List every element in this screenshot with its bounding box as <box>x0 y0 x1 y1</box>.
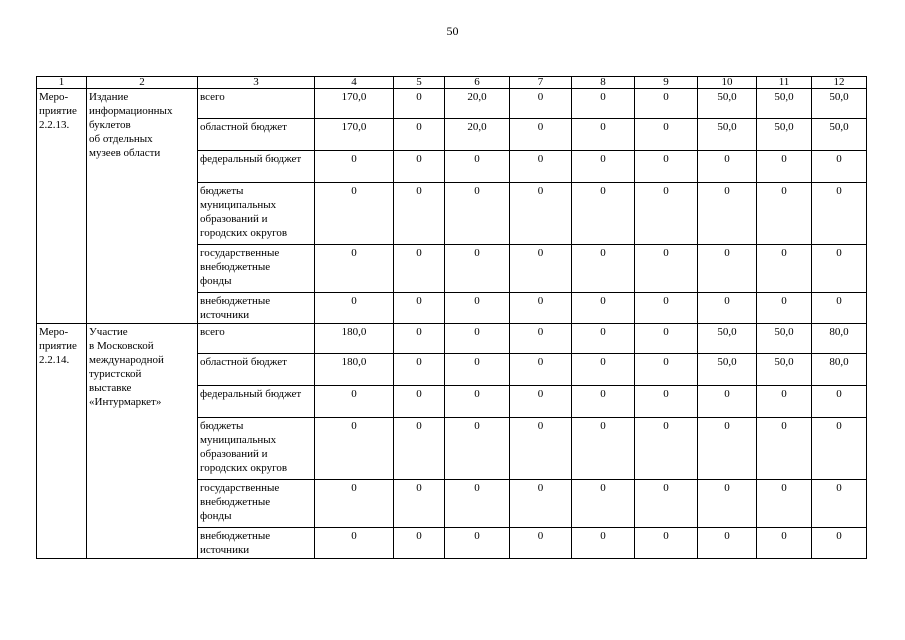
text-line: фонды <box>200 275 232 287</box>
text-line: Участие <box>89 326 128 338</box>
value-cell: 0 <box>572 480 635 528</box>
value-cell: 0 <box>315 386 394 418</box>
funding-source <box>198 418 315 480</box>
value-cell: 0 <box>315 528 394 559</box>
value-cell: 0 <box>572 119 635 151</box>
value-cell: 0 <box>315 151 394 183</box>
text-line: муниципальных <box>200 199 277 211</box>
text-line: государственные <box>200 482 280 494</box>
text-line: городских округов <box>200 462 288 474</box>
value-cell: 0 <box>572 89 635 119</box>
text-line: 2.2.14. <box>39 354 70 366</box>
value-cell: 0 <box>812 151 867 183</box>
value-cell: 0 <box>698 528 757 559</box>
table-body <box>37 77 867 559</box>
value-cell: 0 <box>698 418 757 480</box>
event-code <box>37 89 87 324</box>
funding-source: федеральный бюджет <box>198 151 315 183</box>
value-cell: 0 <box>635 293 698 324</box>
value-cell: 50,0 <box>698 324 757 354</box>
value-cell: 0 <box>315 418 394 480</box>
text-line: фонды <box>200 510 232 522</box>
value-cell: 0 <box>572 293 635 324</box>
funding-source: федеральный бюджет <box>198 386 315 418</box>
value-cell: 0 <box>757 245 812 293</box>
value-cell: 0 <box>445 183 510 245</box>
value-cell: 0 <box>698 245 757 293</box>
text-line: источники <box>200 309 250 321</box>
value-cell: 0 <box>394 119 445 151</box>
value-cell: 0 <box>635 386 698 418</box>
text-line: выставке <box>89 382 132 394</box>
column-header: 11 <box>757 77 812 89</box>
value-cell: 0 <box>572 183 635 245</box>
funding-source: всего <box>198 89 315 119</box>
value-cell: 180,0 <box>315 354 394 386</box>
value-cell: 0 <box>635 89 698 119</box>
value-cell: 0 <box>315 183 394 245</box>
value-cell: 0 <box>635 418 698 480</box>
value-cell: 0 <box>394 354 445 386</box>
column-header: 9 <box>635 77 698 89</box>
value-cell: 180,0 <box>315 324 394 354</box>
column-header: 1 <box>37 77 87 89</box>
value-cell: 0 <box>510 183 572 245</box>
value-cell: 80,0 <box>812 324 867 354</box>
value-cell: 20,0 <box>445 89 510 119</box>
value-cell: 0 <box>445 293 510 324</box>
value-cell: 20,0 <box>445 119 510 151</box>
value-cell: 0 <box>315 245 394 293</box>
text-line: буклетов <box>89 119 131 131</box>
funding-source <box>198 183 315 245</box>
column-header: 3 <box>198 77 315 89</box>
value-cell: 0 <box>510 528 572 559</box>
value-cell: 0 <box>394 418 445 480</box>
page-number: 50 <box>446 24 459 38</box>
value-cell: 0 <box>445 528 510 559</box>
value-cell: 0 <box>510 324 572 354</box>
value-cell: 0 <box>394 89 445 119</box>
text-line: приятие <box>39 105 77 117</box>
value-cell: 0 <box>757 386 812 418</box>
value-cell: 0 <box>572 324 635 354</box>
text-line: международной <box>89 354 164 366</box>
value-cell: 0 <box>635 480 698 528</box>
value-cell: 0 <box>445 245 510 293</box>
value-cell: 0 <box>510 293 572 324</box>
value-cell: 0 <box>445 151 510 183</box>
value-cell: 0 <box>698 480 757 528</box>
value-cell: 170,0 <box>315 119 394 151</box>
text-line: бюджеты <box>200 420 244 432</box>
text-line: туристской <box>89 368 142 380</box>
value-cell: 0 <box>812 245 867 293</box>
value-cell: 50,0 <box>757 354 812 386</box>
value-cell: 0 <box>510 386 572 418</box>
value-cell: 0 <box>635 324 698 354</box>
value-cell: 50,0 <box>757 324 812 354</box>
value-cell: 0 <box>757 151 812 183</box>
budget-table <box>36 76 867 559</box>
value-cell: 0 <box>510 354 572 386</box>
text-line: об отдельных <box>89 133 153 145</box>
event-title <box>87 89 198 324</box>
text-line: музеев области <box>89 147 161 159</box>
value-cell: 0 <box>510 151 572 183</box>
value-cell: 0 <box>510 480 572 528</box>
text-line: внебюджетные <box>200 261 271 273</box>
text-line: Меро- <box>39 326 69 338</box>
value-cell: 0 <box>812 528 867 559</box>
value-cell: 0 <box>812 293 867 324</box>
value-cell: 0 <box>394 480 445 528</box>
value-cell: 0 <box>572 354 635 386</box>
value-cell: 0 <box>445 324 510 354</box>
funding-source: областной бюджет <box>198 354 315 386</box>
value-cell: 0 <box>757 528 812 559</box>
text-line: образований и <box>200 448 268 460</box>
column-header: 5 <box>394 77 445 89</box>
value-cell: 0 <box>445 480 510 528</box>
value-cell: 0 <box>394 293 445 324</box>
value-cell: 0 <box>812 418 867 480</box>
value-cell: 0 <box>445 354 510 386</box>
value-cell: 0 <box>394 151 445 183</box>
column-header: 7 <box>510 77 572 89</box>
value-cell: 50,0 <box>812 89 867 119</box>
value-cell: 0 <box>635 354 698 386</box>
funding-source <box>198 480 315 528</box>
text-line: 2.2.13. <box>39 119 70 131</box>
value-cell: 0 <box>572 151 635 183</box>
event-code <box>37 324 87 559</box>
table-row <box>37 324 867 354</box>
value-cell: 0 <box>635 528 698 559</box>
header-row <box>37 77 867 89</box>
value-cell: 0 <box>510 418 572 480</box>
column-header: 6 <box>445 77 510 89</box>
value-cell: 50,0 <box>698 354 757 386</box>
value-cell: 0 <box>445 386 510 418</box>
value-cell: 0 <box>698 183 757 245</box>
text-line: Меро- <box>39 91 69 103</box>
table-row <box>37 89 867 119</box>
value-cell: 0 <box>445 418 510 480</box>
funding-source <box>198 245 315 293</box>
column-header: 4 <box>315 77 394 89</box>
value-cell: 0 <box>394 183 445 245</box>
value-cell: 0 <box>698 293 757 324</box>
value-cell: 0 <box>394 324 445 354</box>
column-header: 8 <box>572 77 635 89</box>
value-cell: 0 <box>315 293 394 324</box>
value-cell: 170,0 <box>315 89 394 119</box>
text-line: муниципальных <box>200 434 277 446</box>
funding-source: всего <box>198 324 315 354</box>
text-line: источники <box>200 544 250 556</box>
value-cell: 0 <box>394 528 445 559</box>
value-cell: 50,0 <box>812 119 867 151</box>
text-line: информационных <box>89 105 173 117</box>
value-cell: 50,0 <box>698 89 757 119</box>
column-header: 10 <box>698 77 757 89</box>
value-cell: 0 <box>635 119 698 151</box>
value-cell: 0 <box>572 245 635 293</box>
value-cell: 0 <box>757 293 812 324</box>
text-line: внебюджетные <box>200 295 271 307</box>
text-line: в Московской <box>89 340 154 352</box>
funding-source: областной бюджет <box>198 119 315 151</box>
text-line: государственные <box>200 247 280 259</box>
funding-source <box>198 528 315 559</box>
value-cell: 80,0 <box>812 354 867 386</box>
value-cell: 0 <box>812 386 867 418</box>
value-cell: 0 <box>757 183 812 245</box>
value-cell: 0 <box>635 183 698 245</box>
value-cell: 0 <box>635 245 698 293</box>
value-cell: 0 <box>394 245 445 293</box>
value-cell: 0 <box>757 418 812 480</box>
value-cell: 50,0 <box>698 119 757 151</box>
value-cell: 0 <box>315 480 394 528</box>
text-line: образований и <box>200 213 268 225</box>
text-line: приятие <box>39 340 77 352</box>
text-line: внебюджетные <box>200 496 271 508</box>
value-cell: 0 <box>572 386 635 418</box>
event-title <box>87 324 198 559</box>
value-cell: 50,0 <box>757 119 812 151</box>
text-line: внебюджетные <box>200 530 271 542</box>
text-line: «Интурмаркет» <box>89 396 162 408</box>
value-cell: 50,0 <box>757 89 812 119</box>
text-line: бюджеты <box>200 185 244 197</box>
column-header: 12 <box>812 77 867 89</box>
value-cell: 0 <box>635 151 698 183</box>
value-cell: 0 <box>510 245 572 293</box>
text-line: городских округов <box>200 227 288 239</box>
text-line: Издание <box>89 91 129 103</box>
value-cell: 0 <box>812 480 867 528</box>
value-cell: 0 <box>510 119 572 151</box>
value-cell: 0 <box>572 418 635 480</box>
value-cell: 0 <box>394 386 445 418</box>
value-cell: 0 <box>698 151 757 183</box>
column-header: 2 <box>87 77 198 89</box>
value-cell: 0 <box>510 89 572 119</box>
value-cell: 0 <box>572 528 635 559</box>
value-cell: 0 <box>812 183 867 245</box>
value-cell: 0 <box>757 480 812 528</box>
value-cell: 0 <box>698 386 757 418</box>
funding-source <box>198 293 315 324</box>
